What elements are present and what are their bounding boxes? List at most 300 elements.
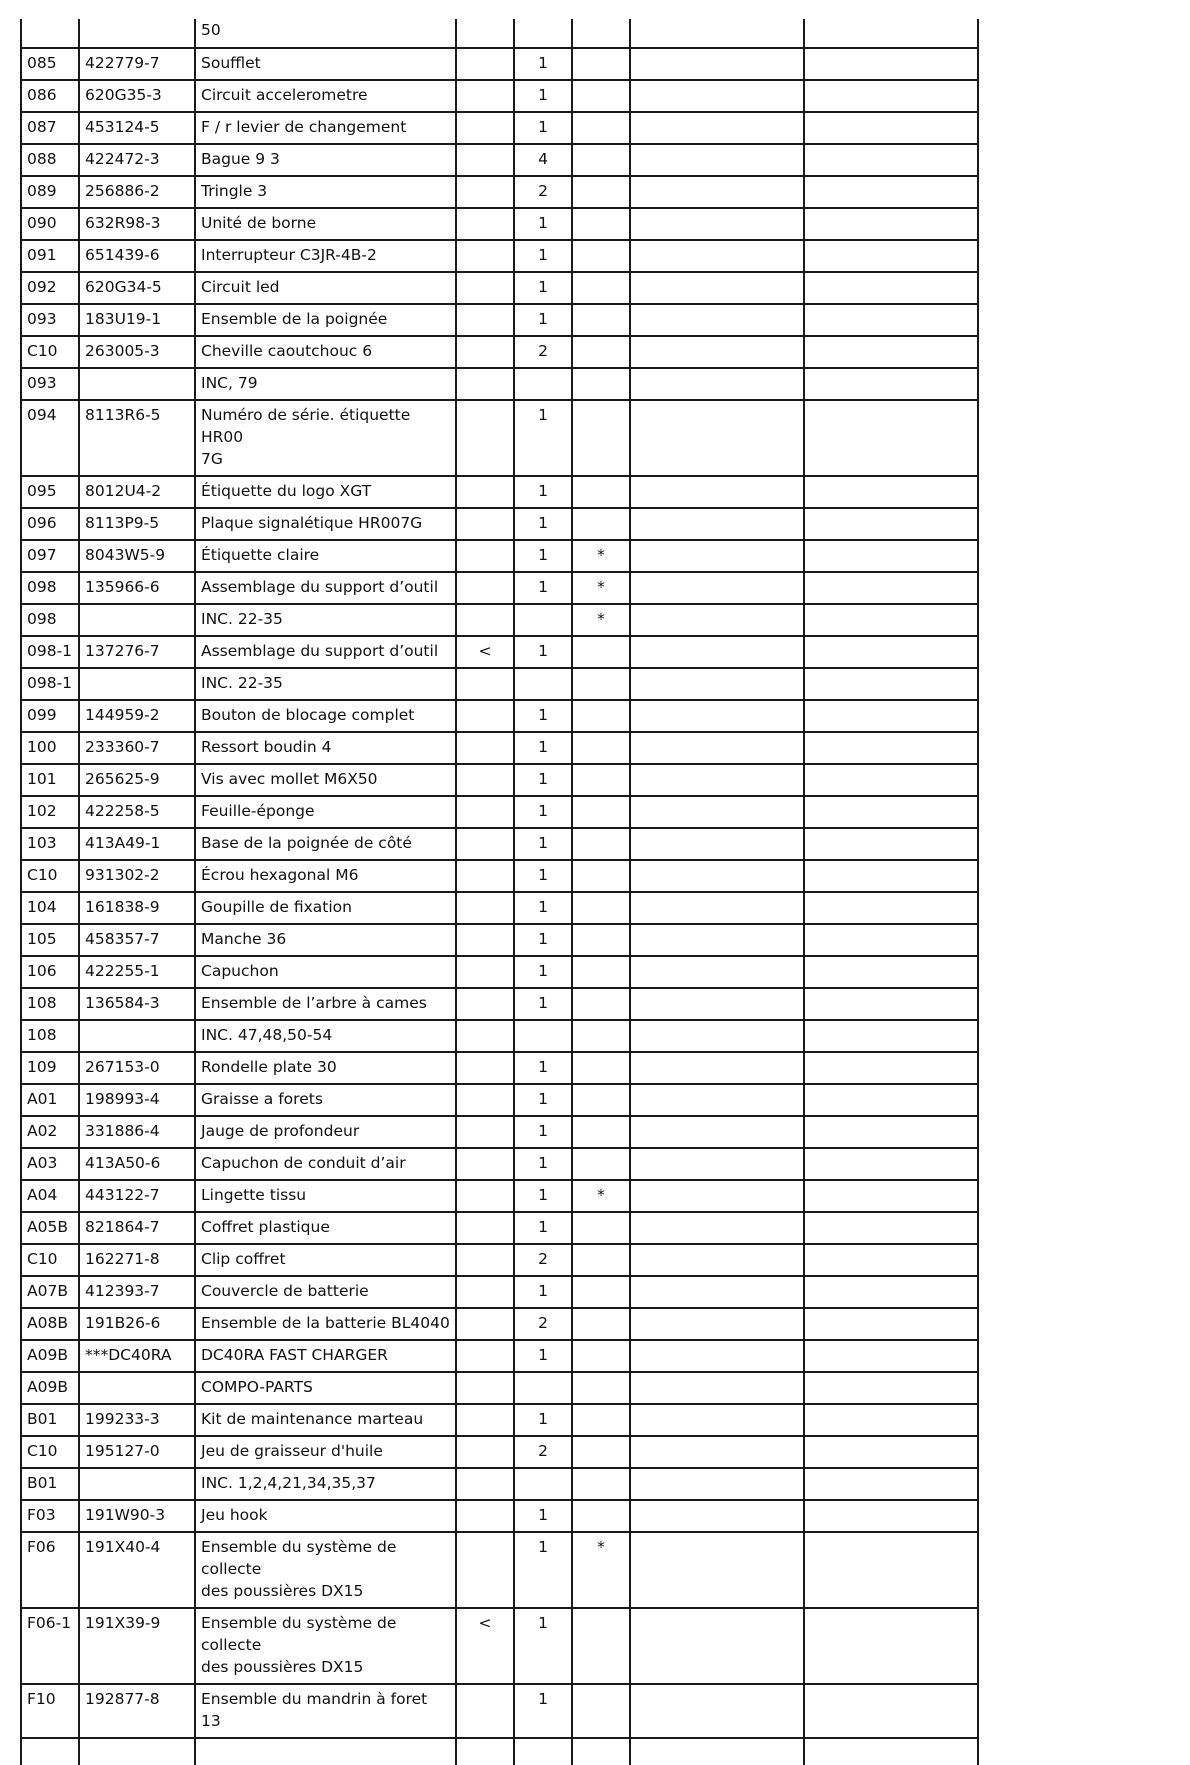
part-number-cell: 651439-6 [79,240,195,272]
part-number-cell: 331886-4 [79,1116,195,1148]
note-cell [572,1276,630,1308]
note-cell [572,860,630,892]
empty-cell [804,1340,978,1372]
empty-cell [630,1148,804,1180]
empty-cell [804,176,978,208]
description-cell: Ensemble du système de collecte des poussières DX15 [195,1608,456,1684]
empty-cell [630,476,804,508]
empty-cell [804,604,978,636]
empty-cell [804,764,978,796]
empty-cell [630,1084,804,1116]
ref-number-cell: A09B [21,1340,79,1372]
description-cell: Ensemble du système de collecte des poussières DX15 [195,1532,456,1608]
empty-cell [630,732,804,764]
table-row [21,604,978,636]
quantity-cell [514,368,572,400]
table-row [21,956,978,988]
empty-cell [804,1244,978,1276]
ref-number-cell: 086 [21,80,79,112]
part-number-cell: 8113P9-5 [79,508,195,540]
part-number-cell: 144959-2 [79,700,195,732]
description-cell: Étiquette claire [195,540,456,572]
table-row [21,1532,978,1608]
note-cell: * [572,572,630,604]
part-number-cell [79,1738,195,1765]
quantity-cell: 1 [514,1212,572,1244]
empty-cell [804,336,978,368]
empty-cell [804,208,978,240]
quantity-cell: 1 [514,860,572,892]
empty-cell [804,636,978,668]
quantity-cell [514,1372,572,1404]
empty-cell [804,700,978,732]
empty-cell [804,1500,978,1532]
ref-number-cell: F10 [21,1684,79,1738]
ref-number-cell: A08B [21,1308,79,1340]
description-cell: Feuille-éponge [195,796,456,828]
empty-cell [630,668,804,700]
note-cell [572,956,630,988]
empty-cell [630,1532,804,1608]
note-cell [572,1244,630,1276]
empty-cell [804,572,978,604]
ref-number-cell [21,19,79,48]
ref-number-cell: A07B [21,1276,79,1308]
empty-cell [630,240,804,272]
description-cell: Clip coffret [195,1244,456,1276]
empty-cell [804,1308,978,1340]
ref-number-cell: 098-1 [21,668,79,700]
note-cell [572,336,630,368]
note-cell [572,112,630,144]
quantity-cell [514,19,572,48]
part-number-cell: 265625-9 [79,764,195,796]
mark-cell [456,668,514,700]
description-cell: Ensemble de l’arbre à cames [195,988,456,1020]
ref-number-cell [21,1738,79,1765]
quantity-cell: 4 [514,144,572,176]
mark-cell [456,764,514,796]
description-cell: Rondelle plate 30 [195,1052,456,1084]
part-number-cell: 413A49-1 [79,828,195,860]
ref-number-cell: 096 [21,508,79,540]
empty-cell [804,828,978,860]
empty-cell [630,1116,804,1148]
empty-cell [630,1500,804,1532]
mark-cell [456,828,514,860]
quantity-cell: 1 [514,1500,572,1532]
note-cell [572,304,630,336]
empty-cell [630,19,804,48]
table-row [21,144,978,176]
empty-cell [630,860,804,892]
note-cell [572,1148,630,1180]
note-cell [572,924,630,956]
description-cell: 50 [195,19,456,48]
part-number-cell: 136584-3 [79,988,195,1020]
ref-number-cell: C10 [21,336,79,368]
description-cell: COMPO-PARTS [195,1372,456,1404]
part-number-cell: 453124-5 [79,112,195,144]
description-cell: Jauge de profondeur [195,1116,456,1148]
description-cell: Jeu hook [195,1500,456,1532]
mark-cell [456,924,514,956]
empty-cell [804,1020,978,1052]
quantity-cell: 1 [514,1608,572,1684]
quantity-cell: 1 [514,956,572,988]
mark-cell [456,540,514,572]
table-row [21,924,978,956]
part-number-cell: 632R98-3 [79,208,195,240]
note-cell [572,1052,630,1084]
mark-cell [456,1684,514,1738]
quantity-cell: 1 [514,1084,572,1116]
empty-cell [630,636,804,668]
quantity-cell: 1 [514,476,572,508]
note-cell: * [572,1180,630,1212]
empty-cell [804,732,978,764]
quantity-cell: 1 [514,1148,572,1180]
mark-cell [456,368,514,400]
note-cell: * [572,540,630,572]
mark-cell [456,1340,514,1372]
part-number-cell: 161838-9 [79,892,195,924]
mark-cell [456,1148,514,1180]
part-number-cell: 256886-2 [79,176,195,208]
table-row [21,48,978,80]
note-cell [572,700,630,732]
quantity-cell: 2 [514,1436,572,1468]
quantity-cell: 1 [514,272,572,304]
table-row [21,1020,978,1052]
ref-number-cell: 102 [21,796,79,828]
part-number-cell: 192877-8 [79,1684,195,1738]
description-cell: Goupille de fixation [195,892,456,924]
quantity-cell: 1 [514,112,572,144]
table-row [21,1276,978,1308]
ref-number-cell: 089 [21,176,79,208]
note-cell [572,208,630,240]
part-number-cell: 422779-7 [79,48,195,80]
empty-cell [804,80,978,112]
mark-cell [456,272,514,304]
mark-cell [456,604,514,636]
quantity-cell: 1 [514,892,572,924]
part-number-cell: 267153-0 [79,1052,195,1084]
description-cell: Ressort boudin 4 [195,732,456,764]
ref-number-cell: 092 [21,272,79,304]
table-row [21,476,978,508]
part-number-cell: 191W90-3 [79,1500,195,1532]
ref-number-cell: C10 [21,1244,79,1276]
description-cell: Kit de maintenance marteau [195,1404,456,1436]
mark-cell [456,176,514,208]
description-cell: Jeu de graisseur d'huile [195,1436,456,1468]
mark-cell [456,1276,514,1308]
part-number-cell: 191X39-9 [79,1608,195,1684]
empty-cell [630,1468,804,1500]
description-cell: Interrupteur C3JR-4B-2 [195,240,456,272]
table-row [21,272,978,304]
description-cell: Couvercle de batterie [195,1276,456,1308]
empty-cell [804,892,978,924]
description-cell: Numéro de série. étiquette HR00 7G [195,400,456,476]
quantity-cell [514,1468,572,1500]
empty-cell [630,1372,804,1404]
note-cell [572,1212,630,1244]
ref-number-cell: C10 [21,1436,79,1468]
note-cell [572,476,630,508]
description-cell: Unité de borne [195,208,456,240]
empty-cell [804,1684,978,1738]
quantity-cell: 2 [514,336,572,368]
parts-table [20,19,979,1765]
empty-cell [630,956,804,988]
description-cell: Vis avec mollet M6X50 [195,764,456,796]
quantity-cell: 1 [514,1180,572,1212]
quantity-cell: 1 [514,540,572,572]
quantity-cell: 1 [514,1340,572,1372]
empty-cell [630,924,804,956]
empty-cell [630,112,804,144]
note-cell [572,1738,630,1765]
ref-number-cell: 095 [21,476,79,508]
note-cell [572,80,630,112]
table-row [21,1212,978,1244]
mark-cell [456,860,514,892]
quantity-cell: 1 [514,304,572,336]
table-row [21,796,978,828]
quantity-cell: 1 [514,988,572,1020]
part-number-cell: 931302-2 [79,860,195,892]
empty-cell [630,1436,804,1468]
ref-number-cell: 091 [21,240,79,272]
table-row [21,1468,978,1500]
table-row [21,892,978,924]
note-cell [572,240,630,272]
part-number-cell [79,668,195,700]
empty-cell [804,272,978,304]
empty-cell [804,1276,978,1308]
ref-number-cell: 090 [21,208,79,240]
empty-cell [630,1308,804,1340]
empty-cell [804,368,978,400]
empty-cell [630,1404,804,1436]
empty-cell [804,1148,978,1180]
description-cell: Soufflet [195,48,456,80]
table-row [21,828,978,860]
mark-cell [456,48,514,80]
table-row [21,400,978,476]
empty-cell [630,540,804,572]
description-cell: Plaque signalétique HR007G [195,508,456,540]
part-number-cell: 233360-7 [79,732,195,764]
table-row [21,860,978,892]
empty-cell [630,1340,804,1372]
table-row [21,176,978,208]
mark-cell [456,1436,514,1468]
quantity-cell: 1 [514,208,572,240]
part-number-cell: 8113R6-5 [79,400,195,476]
quantity-cell: 1 [514,1684,572,1738]
description-cell: Étiquette du logo XGT [195,476,456,508]
description-cell: Bague 9 3 [195,144,456,176]
quantity-cell: 1 [514,400,572,476]
description-cell: INC. 47,48,50-54 [195,1020,456,1052]
empty-cell [630,828,804,860]
quantity-cell: 2 [514,176,572,208]
table-row [21,1116,978,1148]
empty-cell [630,144,804,176]
note-cell [572,764,630,796]
ref-number-cell: B01 [21,1404,79,1436]
mark-cell [456,1084,514,1116]
description-cell: INC. 1,2,4,21,34,35,37 [195,1468,456,1500]
ref-number-cell: F03 [21,1500,79,1532]
quantity-cell: 1 [514,572,572,604]
empty-cell [804,1608,978,1684]
part-number-cell [79,604,195,636]
ref-number-cell: 104 [21,892,79,924]
note-cell [572,796,630,828]
part-number-cell: 199233-3 [79,1404,195,1436]
empty-cell [804,1372,978,1404]
note-cell [572,1116,630,1148]
ref-number-cell: 085 [21,48,79,80]
description-cell: Graisse a forets [195,1084,456,1116]
mark-cell [456,1532,514,1608]
empty-cell [804,48,978,80]
table-row [21,636,978,668]
mark-cell [456,1116,514,1148]
mark-cell [456,208,514,240]
ref-number-cell: F06-1 [21,1608,79,1684]
quantity-cell: 1 [514,1532,572,1608]
ref-number-cell: F06 [21,1532,79,1608]
table-row [21,1404,978,1436]
part-number-cell: 620G34-5 [79,272,195,304]
ref-number-cell: 099 [21,700,79,732]
empty-cell [804,1052,978,1084]
note-cell [572,368,630,400]
mark-cell [456,1468,514,1500]
description-cell: Circuit accelerometre [195,80,456,112]
part-number-cell: 458357-7 [79,924,195,956]
ref-number-cell: 105 [21,924,79,956]
table-row [21,700,978,732]
table-row [21,368,978,400]
ref-number-cell: 093 [21,304,79,336]
ref-number-cell: A09B [21,1372,79,1404]
description-cell: Cheville caoutchouc 6 [195,336,456,368]
note-cell [572,1684,630,1738]
empty-cell [630,400,804,476]
empty-cell [804,240,978,272]
part-number-cell: 135966-6 [79,572,195,604]
note-cell [572,828,630,860]
quantity-cell [514,604,572,636]
description-cell: Assemblage du support d’outil [195,636,456,668]
table-row [21,1340,978,1372]
note-cell [572,1308,630,1340]
empty-cell [804,796,978,828]
empty-cell [804,304,978,336]
description-cell: INC. 22-35 [195,604,456,636]
quantity-cell [514,668,572,700]
table-row [21,336,978,368]
note-cell [572,1372,630,1404]
table-row [21,1608,978,1684]
part-number-cell: 821864-7 [79,1212,195,1244]
mark-cell [456,1308,514,1340]
note-cell [572,1340,630,1372]
part-number-cell [79,1372,195,1404]
part-number-cell: 422255-1 [79,956,195,988]
empty-cell [804,508,978,540]
note-cell [572,400,630,476]
note-cell [572,892,630,924]
ref-number-cell: 109 [21,1052,79,1084]
note-cell [572,988,630,1020]
quantity-cell: 1 [514,48,572,80]
description-cell: Ensemble de la batterie BL4040 [195,1308,456,1340]
mark-cell [456,304,514,336]
empty-cell [804,400,978,476]
description-cell: Assemblage du support d’outil [195,572,456,604]
ref-number-cell: A03 [21,1148,79,1180]
mark-cell [456,700,514,732]
description-cell: Écrou hexagonal M6 [195,860,456,892]
table-row [21,988,978,1020]
part-number-cell: 413A50-6 [79,1148,195,1180]
table-row [21,1244,978,1276]
description-cell: INC. 22-35 [195,668,456,700]
description-cell: INC, 79 [195,368,456,400]
quantity-cell: 1 [514,1404,572,1436]
ref-number-cell: 087 [21,112,79,144]
description-cell: Lingette tissu [195,1180,456,1212]
table-row [21,1436,978,1468]
quantity-cell [514,1020,572,1052]
empty-cell [630,1738,804,1765]
empty-cell [804,19,978,48]
table-row [21,1180,978,1212]
note-cell [572,1404,630,1436]
ref-number-cell: B01 [21,1468,79,1500]
table-row [21,19,978,48]
table-row [21,732,978,764]
quantity-cell [514,1738,572,1765]
description-cell: Capuchon [195,956,456,988]
note-cell [572,1500,630,1532]
ref-number-cell: A04 [21,1180,79,1212]
empty-cell [804,476,978,508]
table-row [21,304,978,336]
ref-number-cell: 098 [21,604,79,636]
empty-cell [804,988,978,1020]
mark-cell [456,1404,514,1436]
mark-cell [456,1500,514,1532]
empty-cell [804,144,978,176]
quantity-cell: 1 [514,764,572,796]
empty-cell [630,796,804,828]
empty-cell [804,1212,978,1244]
table-row [21,572,978,604]
mark-cell [456,112,514,144]
empty-cell [630,208,804,240]
empty-cell [630,508,804,540]
part-number-cell: 422258-5 [79,796,195,828]
